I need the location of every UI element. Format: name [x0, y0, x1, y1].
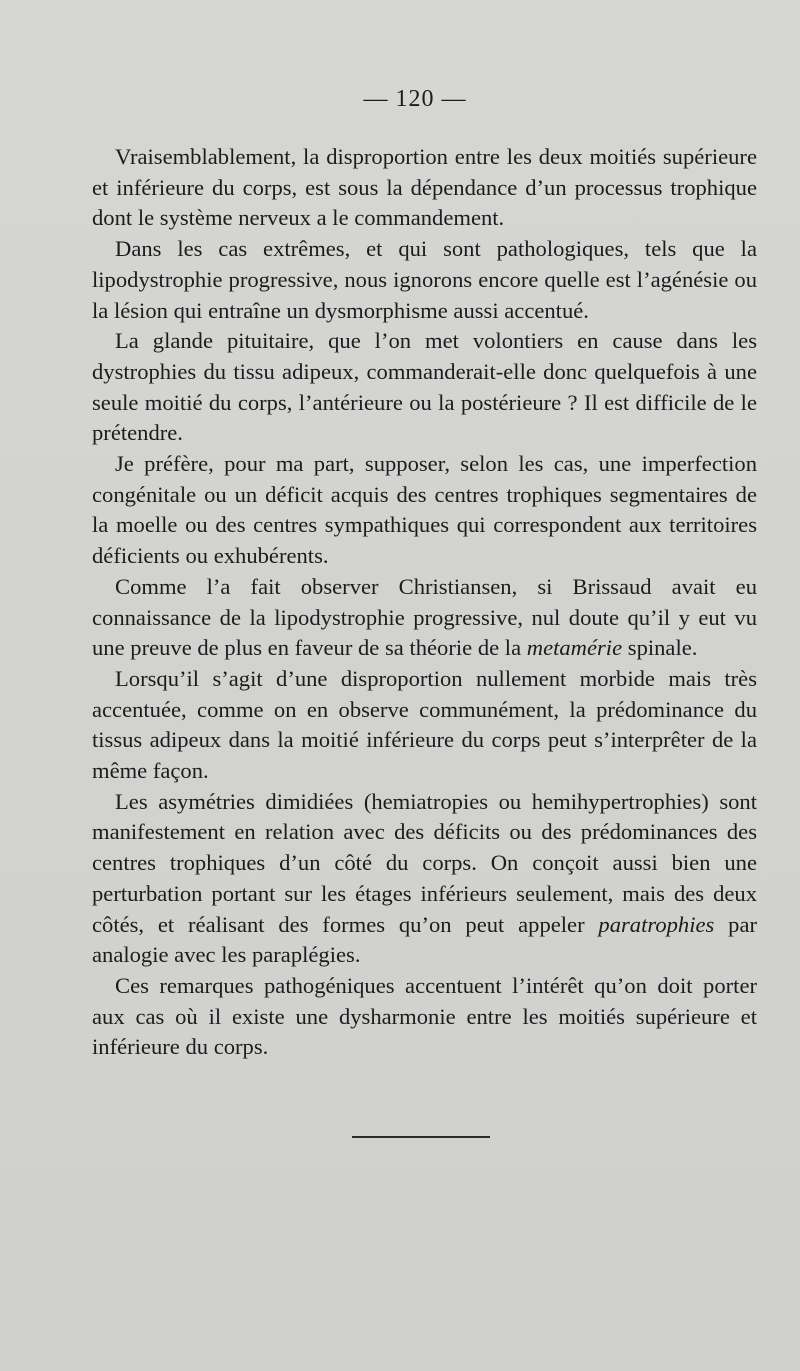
paragraph-5-italic-term: metamérie — [526, 635, 623, 661]
paragraph-5-text-before: Comme l’a fait observer Christiansen, si Brissaud avait eu connaissance de la lipodystrophie progressive, nul doute qu’il y eut vu une preuve de plus en faveur de sa théorie de la — [92, 573, 757, 661]
paragraph-6: Lorsqu’il s’agit d’une disproportion nullement morbide mais très accentuée, comme on en observe communément, la prédominance du tissus adipeux dans la moitié inférieure du corps peut s’interprêter de la même façon. — [92, 665, 757, 784]
body-text — [92, 142, 757, 1063]
paragraph-1: Vraisemblablement, la disproportion entre les deux moitiés supérieure et inférieure du corps, est sous la dépendance d’un processus trophique dont le système nerveux a le commandement. — [92, 144, 757, 231]
paragraph-7-italic-term: paratrophies — [598, 911, 715, 937]
paragraph-2: Dans les cas extrêmes, et qui sont pathologiques, tels que la lipodystrophie progressive, nous ignorons encore quelle est l’agénésie ou la lésion qui entraîne un dysmorphisme aussi accentué. — [92, 236, 757, 323]
paragraph-8: Ces remarques pathogéniques accentuent l’intérêt qu’on doit porter aux cas où il existe une dysharmonie entre les moitiés supérieure et inférieure du corps. — [92, 972, 757, 1060]
paragraph-5-text-after: spinale. — [622, 635, 698, 661]
paragraph-7 — [92, 787, 757, 971]
paragraph-4: Je préfère, pour ma part, supposer, selon les cas, une imperfection congénitale ou un déficit acquis des centres trophiques segmentaires de la moelle ou des centres sympathiques qui correspondent aux territoires déficients ou exhubérents. — [92, 451, 757, 569]
paragraph-7-text-before: Les asymétries dimidiées (hemiatropies ou hemihypertrophies) sont manifestement en relation avec des déficits ou des prédominances des centres trophiques d’un côté du corps. On conçoit aussi bien une perturbation portant sur les étages inférieurs seulement, mais des deux côtés, et réalisant des formes qu’on peut appeler — [92, 788, 757, 937]
paragraph-5 — [92, 572, 757, 664]
section-divider-rule — [352, 1136, 490, 1138]
page-number: — 120 — — [363, 86, 467, 112]
paragraph-3: La glande pituitaire, que l’on met volontiers en cause dans les dystrophies du tissu adipeux, commanderait-elle donc quelquefois à une seule moitié du corps, l’antérieure ou la postérieure ? Il est difficile de le prétendre. — [92, 328, 757, 446]
paragraph-7-text-after: par analogie avec les paraplégies. — [92, 911, 757, 968]
